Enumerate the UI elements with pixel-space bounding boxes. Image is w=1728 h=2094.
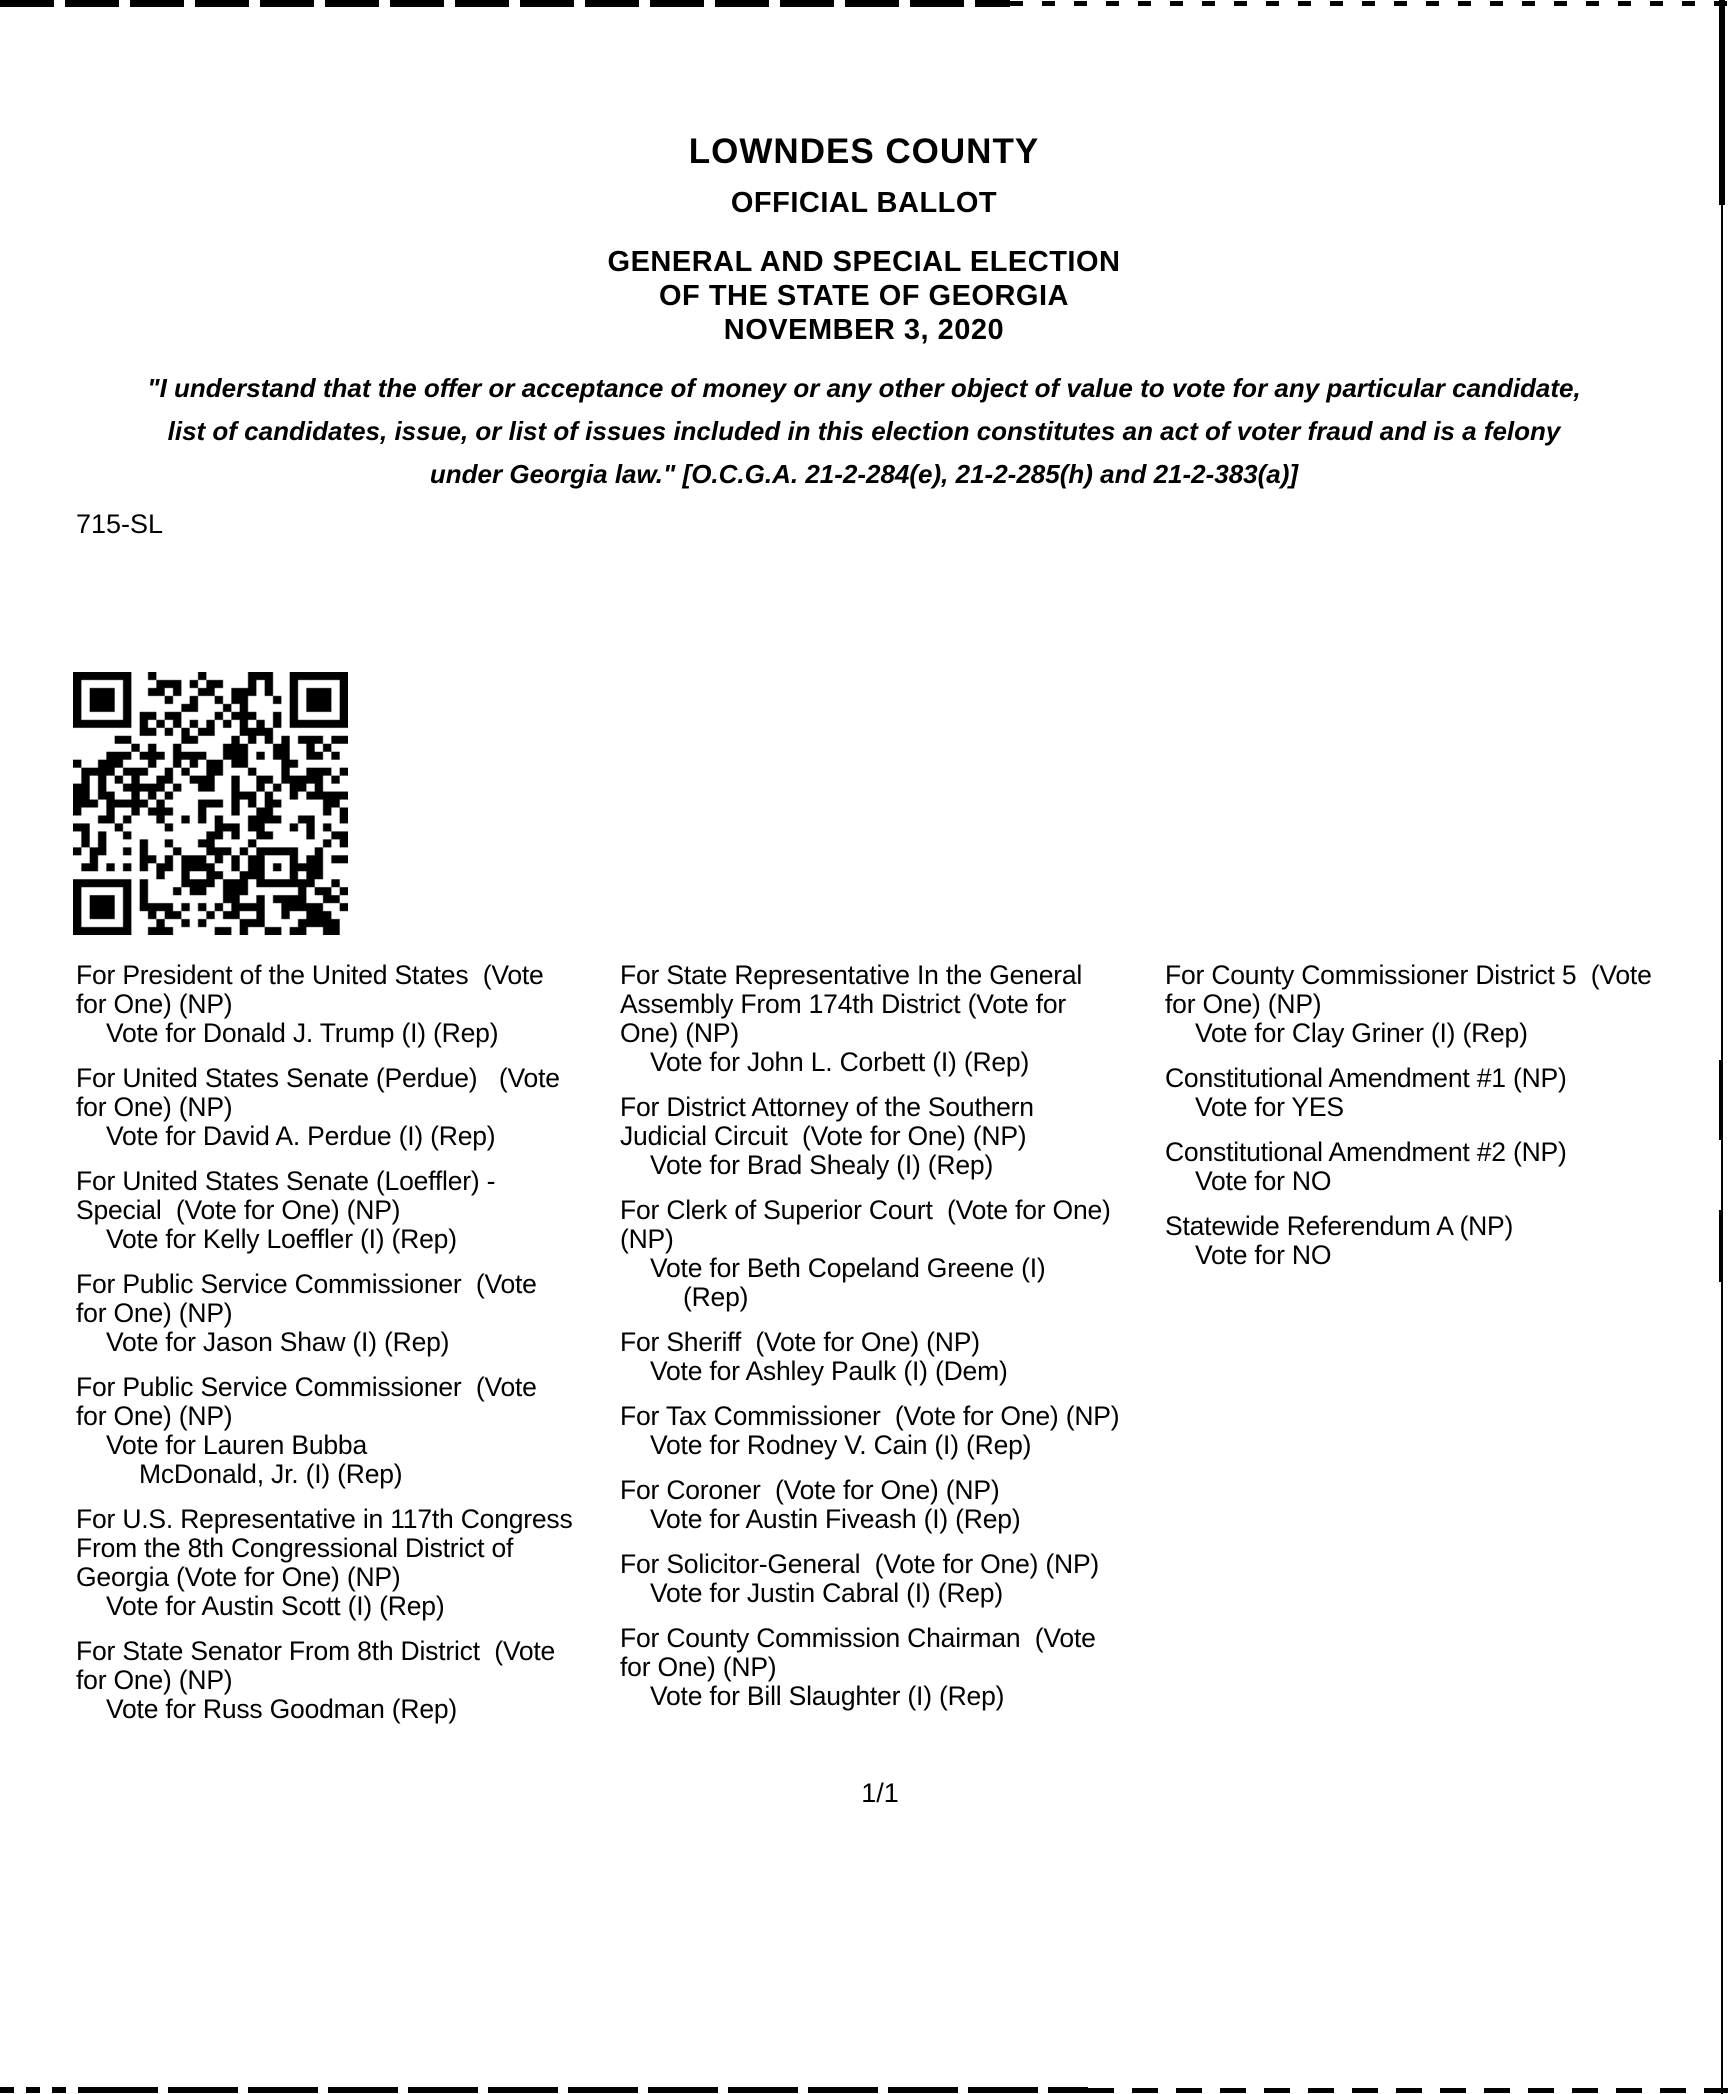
contest-columns: [76, 961, 1728, 1740]
torn-edge-bottom-mid: [88, 2087, 1088, 2093]
contest-title-line: For County Commission Chairman (Vote: [620, 1623, 1096, 1653]
contest-title-line: For Clerk of Superior Court (Vote for One): [620, 1195, 1111, 1225]
contest-column-3: [1165, 961, 1728, 1740]
election-title-line: NOVEMBER 3, 2020: [723, 314, 1005, 346]
contest-title-line: For District Attorney of the Southern: [620, 1092, 1034, 1122]
contest-title-line: For President of the United States (Vote: [76, 960, 544, 990]
contest-title-line: From the 8th Congressional District of: [76, 1533, 514, 1563]
vote-selection-line: Vote for Rodney V. Cain (I) (Rep): [650, 1430, 1032, 1460]
contest-title-line: (NP): [620, 1224, 674, 1254]
contest-title-line: For State Senator From 8th District (Vote: [76, 1636, 556, 1666]
contest-title-line: For United States Senate (Loeffler) -: [76, 1166, 496, 1196]
disclaimer-line: "I understand that the offer or acceptance of money or any other object of value to vote for any particular candidate,: [147, 373, 1581, 403]
contest: [1165, 961, 1728, 1048]
contest-title-line: For State Representative In the General: [620, 960, 1083, 990]
ballot-type-title: OFFICIAL BALLOT: [730, 187, 998, 219]
torn-edge-bottom-left: [0, 2087, 88, 2093]
disclaimer-line: under Georgia law." [O.C.G.A. 21-2-284(e), 21-2-285(h) and 21-2-383(a)]: [429, 459, 1299, 489]
contest: [76, 1270, 620, 1357]
contest-title-line: For Tax Commissioner (Vote for One) (NP): [620, 1401, 1120, 1431]
contest-title-line: For Public Service Commissioner (Vote: [76, 1269, 537, 1299]
vote-selection-line: Vote for Lauren Bubba: [106, 1430, 368, 1460]
contest: [76, 961, 620, 1048]
ballot-style-code: 715-SL: [76, 509, 164, 539]
vote-selection-line: Vote for Russ Goodman (Rep): [106, 1694, 458, 1724]
contest-title-line: Constitutional Amendment #2 (NP): [1165, 1137, 1567, 1167]
contest-title-line: For United States Senate (Perdue) (Vote: [76, 1063, 560, 1093]
contest-title-line: For Public Service Commissioner (Vote: [76, 1372, 537, 1402]
contest: [620, 1093, 1165, 1180]
election-title: [0, 245, 1728, 347]
contest-title-line: Statewide Referendum A (NP): [1165, 1211, 1514, 1241]
vote-selection-line: (Rep): [683, 1282, 749, 1312]
contest-title-line: for One) (NP): [620, 1652, 777, 1682]
vote-selection-line: Vote for Bill Slaughter (I) (Rep): [650, 1681, 1005, 1711]
contest-title-line: Judicial Circuit (Vote for One) (NP): [620, 1121, 1027, 1151]
torn-edge-top-right: [1010, 1, 1728, 6]
contest-title-line: Georgia (Vote for One) (NP): [76, 1562, 401, 1592]
contest-title-line: For Sheriff (Vote for One) (NP): [620, 1327, 980, 1357]
contest: [620, 961, 1165, 1077]
vote-selection-line: Vote for NO: [1195, 1240, 1332, 1270]
contest: [1165, 1064, 1728, 1122]
contest: [76, 1505, 620, 1621]
vote-selection-line: Vote for YES: [1195, 1092, 1344, 1122]
voter-fraud-disclaimer: [64, 367, 1664, 496]
contest-title-line: for One) (NP): [76, 989, 233, 1019]
vote-selection-line: Vote for Austin Fiveash (I) (Rep): [650, 1504, 1021, 1534]
contest: [620, 1402, 1165, 1460]
contest-title-line: One) (NP): [620, 1018, 739, 1048]
contest-title-line: for One) (NP): [76, 1298, 233, 1328]
vote-selection-line: Vote for NO: [1195, 1166, 1332, 1196]
contest-column-1: [76, 961, 620, 1740]
contest: [620, 1550, 1165, 1608]
contest-title-line: for One) (NP): [76, 1665, 233, 1695]
contest: [76, 1637, 620, 1724]
contest-title-line: For U.S. Representative in 117th Congress: [76, 1504, 573, 1534]
contest-title-line: for One) (NP): [76, 1401, 233, 1431]
vote-selection-line: Vote for Donald J. Trump (I) (Rep): [106, 1018, 499, 1048]
contest-title-line: for One) (NP): [76, 1092, 233, 1122]
scan-edge-artifact: [1719, 0, 1725, 205]
page-number: 1/1: [861, 1778, 899, 1808]
vote-selection-line: Vote for Brad Shealy (I) (Rep): [650, 1150, 994, 1180]
vote-selection-line: Vote for Clay Griner (I) (Rep): [1195, 1018, 1528, 1048]
election-title-line: OF THE STATE OF GEORGIA: [659, 280, 1069, 312]
vote-selection-line: Vote for John L. Corbett (I) (Rep): [650, 1047, 1030, 1077]
contest: [76, 1373, 620, 1489]
qr-code: [73, 672, 348, 935]
contest: [76, 1064, 620, 1151]
county-title: LOWNDES COUNTY: [688, 132, 1040, 171]
election-title-line: GENERAL AND SPECIAL ELECTION: [607, 246, 1121, 278]
contest-title-line: Constitutional Amendment #1 (NP): [1165, 1063, 1567, 1093]
torn-edge-bottom-right: [1088, 2088, 1728, 2093]
vote-selection-line: Vote for David A. Perdue (I) (Rep): [106, 1121, 496, 1151]
contest: [1165, 1212, 1728, 1270]
vote-selection-line: Vote for Kelly Loeffler (I) (Rep): [106, 1224, 457, 1254]
disclaimer-line: list of candidates, issue, or list of issues included in this election constitutes an act of voter fraud and is a felony: [167, 416, 1561, 446]
contest: [620, 1624, 1165, 1711]
vote-selection-line: Vote for Ashley Paulk (I) (Dem): [650, 1356, 1008, 1386]
contest: [620, 1328, 1165, 1386]
contest-column-2: [620, 961, 1165, 1740]
contest-title-line: For Coroner (Vote for One) (NP): [620, 1475, 1000, 1505]
vote-selection-line: Vote for Justin Cabral (I) (Rep): [650, 1578, 1003, 1608]
contest-title-line: Assembly From 174th District (Vote for: [620, 989, 1066, 1019]
contest-title-line: For Solicitor-General (Vote for One) (NP): [620, 1549, 1100, 1579]
contest: [620, 1476, 1165, 1534]
contest-title-line: For County Commissioner District 5 (Vote: [1165, 960, 1652, 990]
vote-selection-line: McDonald, Jr. (I) (Rep): [139, 1459, 403, 1489]
vote-selection-line: Vote for Austin Scott (I) (Rep): [106, 1591, 445, 1621]
contest-title-line: for One) (NP): [1165, 989, 1322, 1019]
contest-title-line: Special (Vote for One) (NP): [76, 1195, 401, 1225]
contest: [76, 1167, 620, 1254]
contest: [620, 1196, 1165, 1312]
contest: [1165, 1138, 1728, 1196]
vote-selection-line: Vote for Beth Copeland Greene (I): [650, 1253, 1046, 1283]
torn-edge-top-left: [0, 0, 1010, 7]
vote-selection-line: Vote for Jason Shaw (I) (Rep): [106, 1327, 450, 1357]
